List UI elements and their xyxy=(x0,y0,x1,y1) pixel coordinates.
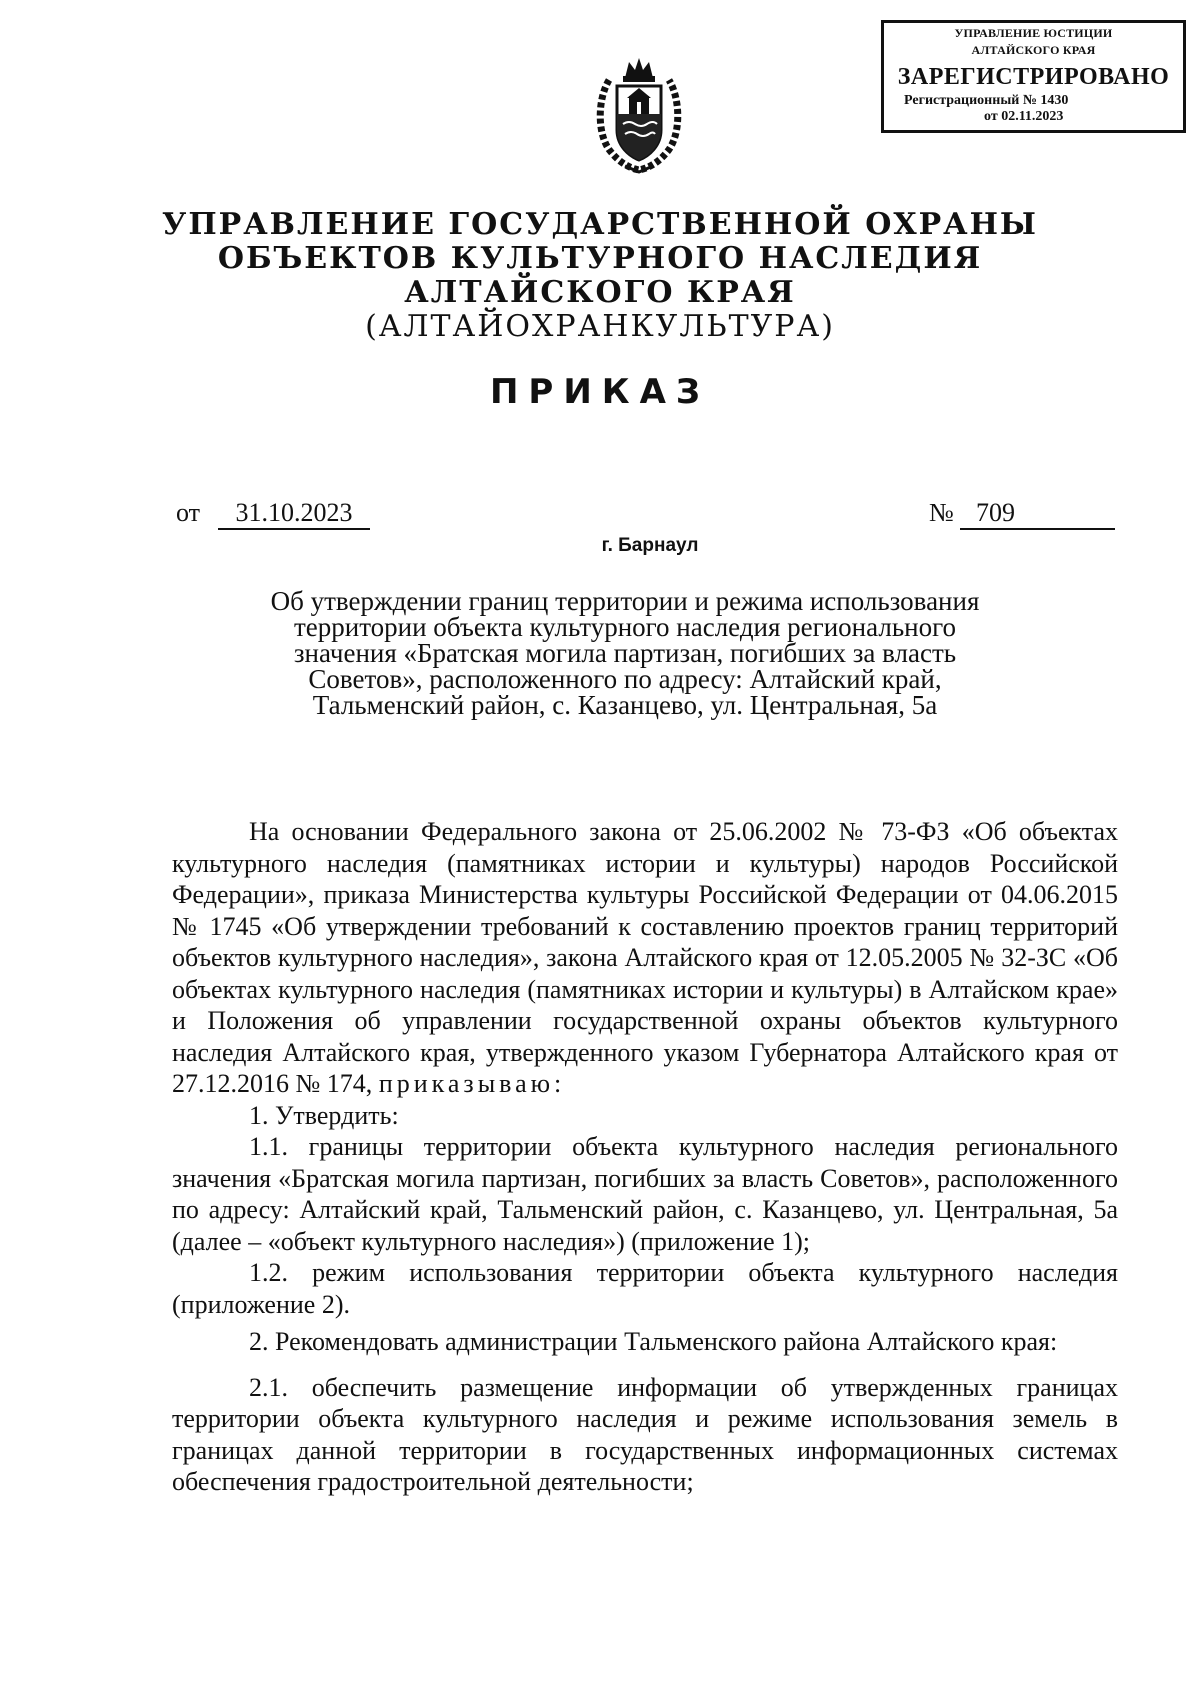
item-1-2: 1.2. режим использования территории объекта культурного наследия (приложение 2). xyxy=(172,1258,1118,1319)
stamp-registration-date: от 02.11.2023 xyxy=(984,109,1064,124)
document-body xyxy=(172,816,1118,1498)
header-line3: АЛТАЙСКОГО КРАЯ xyxy=(404,275,796,310)
item-1: 1. Утвердить: xyxy=(249,1100,399,1130)
number-prefix: № xyxy=(929,498,954,527)
preamble-text: На основании Федерального закона от 25.06.2002 № 73-ФЗ «Об объектах культурного наследия (памятниках истории и культуры) народов Российской Федерации», приказа Министерства культуры Российской Федерации от 04.06.2015 № 1745 «Об утверждении требований к составлению проектов границ территорий объектов культурного наследия», закона Алтайского края от 12.05.2005 № 32-ЗС «Об объектах культурного наследия (памятниках истории и культуры) в Алтайском крае» и Положения об управлении государственной охраны объектов культурного наследия Алтайского края, утвержденного указом Губернатора Алтайского края от 27.12.2016 № 174, xyxy=(172,817,1118,1098)
order-word: приказываю: xyxy=(378,1069,566,1098)
date-prefix: от xyxy=(176,498,201,527)
document-date: 31.10.2023 xyxy=(218,498,370,530)
stamp-department-line2: АЛТАЙСКОГО КРАЯ xyxy=(971,43,1096,57)
title-line: Об утверждении границ территории и режима использования xyxy=(270,586,980,616)
item-1-1: 1.1. границы территории объекта культурного наследия регионального значения «Братская могила партизан, погибших за власть Советов», расположенного по адресу: Алтайский край, Тальменский район, с. Казанцево, ул. Центральная, 5а (далее – «объект культурного наследия») (приложение 1); xyxy=(172,1132,1118,1256)
city-label: г. Барнаул xyxy=(601,535,699,556)
altai-krai-coat-of-arms-icon xyxy=(595,52,683,176)
document-title xyxy=(250,588,1000,718)
header-line1: УПРАВЛЕНИЕ ГОСУДАРСТВЕННОЙ ОХРАНЫ xyxy=(162,207,1038,242)
title-line: Тальменский район, с. Казанцево, ул. Центральная, 5а xyxy=(312,690,938,720)
stamp-status: ЗАРЕГИСТРИРОВАНО xyxy=(897,64,1170,90)
stamp-registration-number: Регистрационный № 1430 xyxy=(904,93,1069,108)
document-number: 709 xyxy=(960,498,1115,530)
document-type-heading: ПРИКАЗ xyxy=(489,372,711,412)
item-2-1: 2.1. обеспечить размещение информации об утвержденных границах территории объекта культурного наследия и режиме использования земель в границах данной территории в государственных информационных системах обеспечения градостроительной деятельности; xyxy=(172,1372,1118,1496)
title-line: Советов», расположенного по адресу: Алтайский край, xyxy=(308,664,942,694)
preamble-paragraph xyxy=(172,816,1118,1100)
title-line: территории объекта культурного наследия регионального xyxy=(293,612,956,642)
stamp-department-line1: УПРАВЛЕНИЕ ЮСТИЦИИ xyxy=(954,26,1113,40)
title-line: значения «Братская могила партизан, погибших за власть xyxy=(293,638,957,668)
header-line2: ОБЪЕКТОВ КУЛЬТУРНОГО НАСЛЕДИЯ xyxy=(217,241,983,276)
registration-stamp xyxy=(881,20,1186,133)
item-2: 2. Рекомендовать администрации Тальменского района Алтайского края: xyxy=(249,1327,1058,1356)
header-line4: (АЛТАЙОХРАНКУЛЬТУРА) xyxy=(365,309,835,344)
